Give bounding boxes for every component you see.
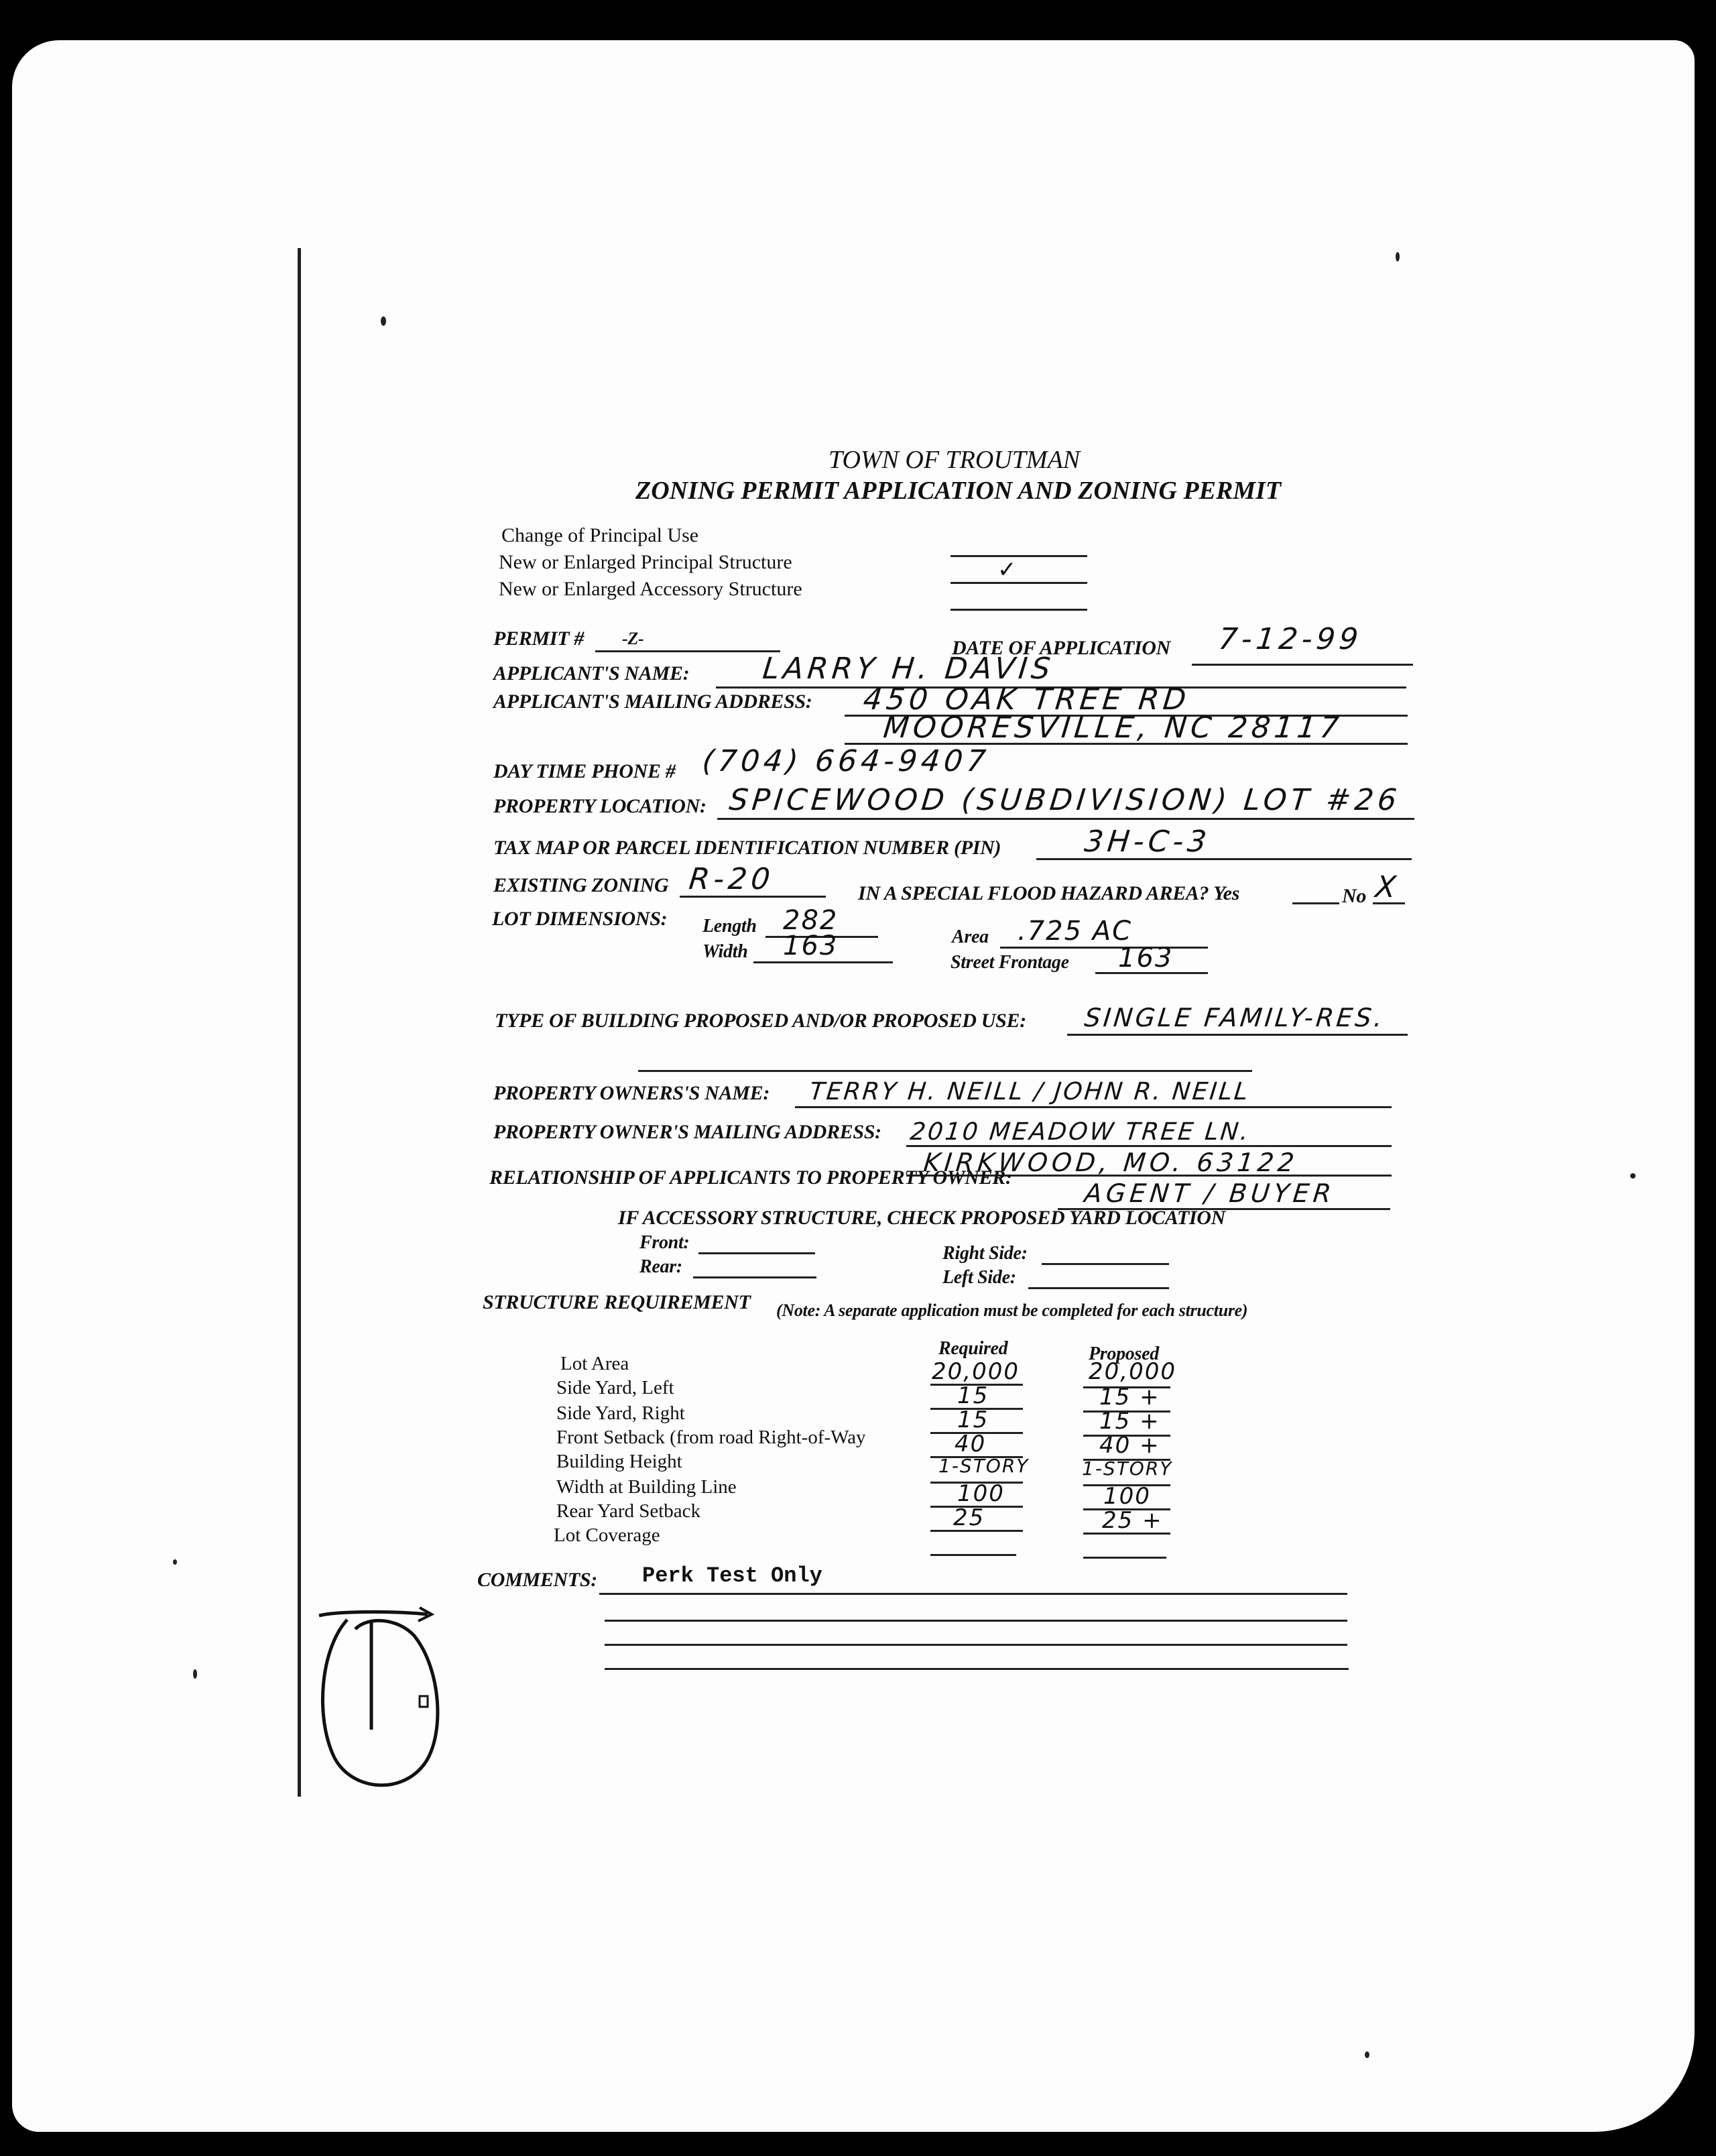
area-line — [1000, 947, 1208, 949]
owner-mailing-label: PROPERTY OWNER'S MAILING ADDRESS: — [493, 1121, 881, 1143]
scan-speck — [1630, 1173, 1636, 1179]
flood-yes-line — [1292, 902, 1339, 904]
permit-type-new-accessory: New or Enlarged Accessory Structure — [499, 578, 802, 600]
owner-mailing-value-2: KIRKWOOD, MO. 63122 — [922, 1148, 1300, 1177]
req-line — [1083, 1533, 1170, 1535]
date-label: DATE OF APPLICATION — [952, 637, 1171, 659]
lot-dimensions-label: LOT DIMENSIONS: — [492, 908, 668, 930]
handwritten-circle-mark — [307, 1596, 468, 1810]
owner-name-line — [795, 1106, 1392, 1108]
req-required-value: 15 — [957, 1406, 989, 1433]
req-row-label: Rear Yard Setback — [556, 1500, 701, 1522]
req-required-value: 1-STORY — [938, 1455, 1030, 1477]
comments-line-4 — [605, 1668, 1349, 1670]
req-row-label: Lot Area — [560, 1353, 629, 1374]
pin-value: 3H-C-3 — [1083, 825, 1213, 859]
building-type-value: SINGLE FAMILY-RES. — [1083, 1003, 1387, 1032]
pin-label: TAX MAP OR PARCEL IDENTIFICATION NUMBER (PIN) — [493, 837, 1001, 859]
applicant-name-label: APPLICANT'S NAME: — [493, 662, 690, 684]
permit-number-value: -Z- — [622, 629, 644, 648]
zoning-label: EXISTING ZONING — [493, 874, 669, 896]
relationship-label: RELATIONSHIP OF APPLICANTS TO PROPERTY OWNER: — [489, 1166, 1012, 1189]
building-type-line-2 — [638, 1070, 1252, 1072]
req-line — [930, 1482, 1023, 1484]
accessory-rear-line — [693, 1276, 816, 1278]
left-margin-line — [298, 248, 301, 1797]
req-line — [1083, 1435, 1170, 1437]
req-row-label: Lot Coverage — [554, 1524, 660, 1546]
col-proposed-header: Proposed — [1089, 1343, 1159, 1364]
area-label: Area — [952, 926, 989, 947]
comments-line-2 — [605, 1620, 1347, 1622]
req-proposed-value: 25 + — [1102, 1507, 1163, 1534]
req-line — [1083, 1411, 1170, 1413]
date-value: 7-12-99 — [1217, 622, 1364, 656]
req-row-label: Width at Building Line — [556, 1476, 737, 1498]
accessory-front-label: Front: — [639, 1232, 690, 1253]
frontage-value: 163 — [1118, 943, 1174, 973]
width-label: Width — [702, 941, 748, 962]
area-value: .725 AC — [1018, 916, 1133, 947]
owner-mailing-value-1: 2010 MEADOW TREE LN. — [908, 1118, 1252, 1146]
scan-speck — [193, 1669, 197, 1679]
comments-line-3 — [605, 1644, 1347, 1646]
req-required-value: 40 — [955, 1431, 987, 1457]
req-line — [930, 1456, 1023, 1458]
req-row-label: Building Height — [556, 1451, 682, 1472]
req-line — [1083, 1459, 1170, 1461]
accessory-front-line — [698, 1252, 815, 1254]
req-row-label: Side Yard, Left — [556, 1377, 674, 1398]
req-line — [1083, 1484, 1170, 1486]
req-row-label: Side Yard, Right — [556, 1402, 685, 1424]
req-line — [930, 1554, 1016, 1556]
scan-speck — [173, 1559, 177, 1565]
req-proposed-value: 15 + — [1099, 1408, 1160, 1435]
req-proposed-value: 15 + — [1099, 1384, 1160, 1411]
property-location-value: SPICEWOOD (SUBDIVISION) LOT #26 — [727, 783, 1402, 817]
zoning-value: R-20 — [687, 862, 776, 896]
mailing-address-value-1: 450 OAK TREE RD — [861, 682, 1192, 717]
req-line — [930, 1408, 1023, 1410]
req-line — [930, 1530, 1023, 1532]
req-required-value: 25 — [953, 1504, 985, 1531]
accessory-left-label: Left Side: — [942, 1267, 1016, 1288]
req-required-value: 20,000 — [932, 1358, 1020, 1385]
owner-name-value: TERRY H. NEILL / JOHN R. NEILL — [808, 1078, 1251, 1105]
length-value: 282 — [783, 905, 839, 936]
applicant-name-value: LARRY H. DAVIS — [761, 652, 1056, 686]
property-location-label: PROPERTY LOCATION: — [493, 795, 707, 817]
requirements-note: (Note: A separate application must be completed for each structure) — [776, 1301, 1248, 1320]
req-line — [930, 1506, 1023, 1508]
form-paper — [12, 40, 1695, 2132]
building-type-label: TYPE OF BUILDING PROPOSED AND/OR PROPOSED USE: — [495, 1010, 1026, 1032]
col-required-header: Required — [938, 1338, 1008, 1359]
accessory-right-label: Right Side: — [942, 1243, 1028, 1264]
length-label: Length — [702, 916, 757, 937]
req-required-value: 15 — [957, 1382, 989, 1409]
scan-speck — [1365, 2051, 1369, 2058]
phone-label: DAY TIME PHONE # — [493, 760, 676, 782]
permit-type-line-2 — [951, 582, 1087, 584]
accessory-heading: IF ACCESSORY STRUCTURE, CHECK PROPOSED YARD LOCATION — [618, 1207, 1226, 1229]
date-line — [1192, 664, 1413, 666]
owner-name-label: PROPERTY OWNERS'S NAME: — [493, 1082, 770, 1104]
req-line — [930, 1432, 1023, 1434]
frontage-label: Street Frontage — [951, 952, 1069, 973]
scan-speck — [1396, 252, 1400, 261]
permit-type-line-3 — [951, 609, 1087, 611]
req-proposed-value: 1-STORY — [1082, 1457, 1173, 1480]
title-form: ZONING PERMIT APPLICATION AND ZONING PERMIT — [635, 477, 1282, 505]
req-line — [1083, 1557, 1166, 1559]
req-proposed-value: 40 + — [1099, 1432, 1160, 1459]
req-line — [1083, 1386, 1170, 1388]
permit-type-line-1 — [951, 555, 1087, 557]
comments-line-1 — [599, 1593, 1347, 1595]
req-required-value: 100 — [957, 1480, 1005, 1507]
comments-value: Perk Test Only — [642, 1563, 822, 1588]
property-location-line — [717, 818, 1414, 820]
permit-type-new-principal: New or Enlarged Principal Structure — [499, 551, 792, 573]
building-type-line — [1067, 1034, 1408, 1036]
mailing-address-label: APPLICANT'S MAILING ADDRESS: — [493, 691, 812, 713]
flood-no-mark: X — [1373, 870, 1402, 904]
width-value: 163 — [783, 931, 839, 961]
mailing-address-value-2: MOORESVILLE, NC 28117 — [881, 711, 1345, 745]
relationship-value: AGENT / BUYER — [1083, 1179, 1337, 1208]
flood-label: IN A SPECIAL FLOOD HAZARD AREA? Yes — [858, 882, 1240, 904]
phone-value: (704) 664-9407 — [700, 744, 991, 778]
scan-speck — [381, 316, 386, 326]
req-line — [930, 1384, 1023, 1386]
flood-no-label: No — [1342, 885, 1367, 907]
width-line — [753, 961, 893, 963]
permit-type-checkmark: ✓ — [997, 556, 1018, 583]
requirements-heading: STRUCTURE REQUIREMENT — [483, 1291, 751, 1313]
title-town: TOWN OF TROUTMAN — [829, 446, 1081, 474]
req-proposed-value: 100 — [1103, 1483, 1151, 1510]
permit-number-label: PERMIT # — [493, 627, 585, 650]
req-proposed-value: 20,000 — [1089, 1358, 1176, 1385]
req-row-label: Front Setback (from road Right-of-Way — [556, 1427, 866, 1448]
permit-number-line — [595, 650, 780, 652]
permit-type-change-use: Change of Principal Use — [501, 524, 699, 546]
accessory-left-line — [1028, 1287, 1169, 1289]
accessory-right-line — [1042, 1263, 1169, 1265]
comments-label: COMMENTS: — [477, 1569, 597, 1591]
req-line — [1083, 1508, 1170, 1510]
accessory-rear-label: Rear: — [639, 1256, 682, 1277]
